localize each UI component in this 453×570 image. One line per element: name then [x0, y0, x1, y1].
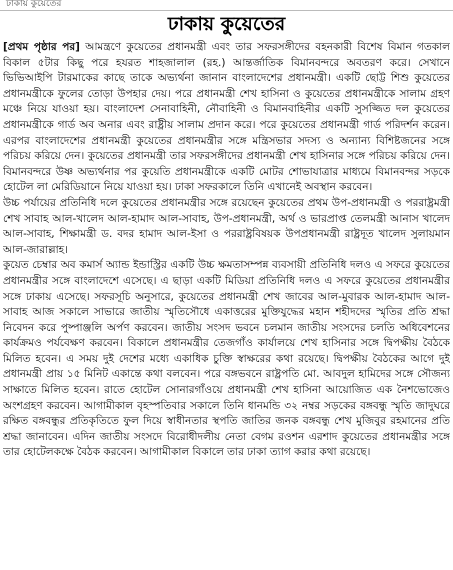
- article-paragraph-3: কুয়েত চেম্বার অব কমার্স অ্যান্ড ইন্ডাস্ট্রির একটি উচ্চ ক্ষমতাসম্পন্ন ব্যবসায়ী প্রতিনিধি দলও এ সফরে কুয়েতের প্রধানমন্ত্রীর সঙ্গে বাংলাদেশে এসেছে। এ ছাড়া একটি মিডিয়া প্রতিনিধি দলও এ সফরে কুয়েতের প্রধানমন্ত্রীর সঙ্গে ঢাকায় এসেছে। সফরসূচি অনুসারে, কুয়েতের প্রধানমন্ত্রী শেখ জাবের আল-মুবারক আল-হামাদ আল-সাবাহ আজ সকালে সাভারে জাতীয় স্মৃতিসৌধে একাত্তরের মুক্তিযুদ্ধের মহান শহীদদের স্মৃতির প্রতি শ্রদ্ধা নিবেদন করে পুষ্পাঞ্জলি অর্পণ করবেন। জাতীয় সংসদ ভবনে চলমান জাতীয় সংসদের চলতি অধিবেশনের কার্যক্রমও পর্যবেক্ষণ করবেন। বিকালে প্রধানমন্ত্রীর তেজগাঁও কার্যালয়ে শেখ হাসিনার সঙ্গে দ্বিপক্ষীয় বৈঠকে মিলিত হবেন। এ সময় দুই দেশের মধ্যে একাধিক চুক্তি স্বাক্ষরের কথা রয়েছে। দ্বিপক্ষীয় বৈঠকের আগে দুই প্রধানমন্ত্রী প্রায় ১৫ মিনিট একান্তে কথা বলবেন। পরে বঙ্গভবনে রাষ্ট্রপতি মো. আবদুল হামিদের সঙ্গে সৌজন্য সাক্ষাতে মিলিত হবেন। রাতে হোটেল সোনারগাঁওয়ে প্রধানমন্ত্রী শেখ হাসিনা আয়োজিত এক নৈশভোজেও অংশগ্রহণ করবেন। আগামীকাল বৃহস্পতিবার সকালে তিনি ধানমন্ডি ৩২ নম্বর সড়কের বঙ্গবন্ধু স্মৃতি জাদুঘরে রক্ষিত বঙ্গবন্ধুর প্রতিকৃতিতে ফুল দিয়ে স্বাধীনতার স্থপতি জাতির জনক বঙ্গবন্ধু শেখ মুজিবুর রহমানের প্রতি শ্রদ্ধা জানাবেন। এদিন জাতীয় সংসদে বিরোধীদলীয় নেতা বেগম রওশন এরশাদ কুয়েতের প্রধানমন্ত্রীর সঙ্গে তার হোটেলকক্ষে বৈঠক করবেন। আগামীকাল বিকালে তার ঢাকা ত্যাগ করার কথা রয়েছে।: [3, 259, 450, 459]
- paragraph-1-text: আমন্ত্রণে কুয়েতের প্রধানমন্ত্রী এবং তার সফরসঙ্গীদের বহনকারী বিশেষ বিমান গতকাল বিকাল ৫টার কিছু পরে হযরত শাহজালাল (রহ.) আন্তর্জাতিক বিমানবন্দরে অবতরণ করে। সেখানে ভিভিআইপি টারমাকের কাছে তাকে অভ্যর্থনা জানান বাংলাদেশের প্রধানমন্ত্রী। একটি ছোট্ট শিশু কুয়েতের প্রধানমন্ত্রীকে ফুলের তোড়া উপহার দেয়। পরে প্রধানমন্ত্রী শেখ হাসিনা ও কুয়েতের প্রধানমন্ত্রীকে সালাম গ্রহণ মঞ্চে নিয়ে যাওয়া হয়। বাংলাদেশ সেনাবাহিনী, নৌবাহিনী ও বিমানবাহিনীর একটি সুসজ্জিত দল কুয়েতের প্রধানমন্ত্রীকে গার্ড অব অনার এবং রাষ্ট্রীয় সালাম প্রদান করে। পরে কুয়েতের প্রধানমন্ত্রী গার্ড পরিদর্শন করেন। এরপর বাংলাদেশের প্রধানমন্ত্রী কুয়েতের প্রধানমন্ত্রীর সঙ্গে মন্ত্রিসভার সদস্য ও অন্যান্য বিশিষ্টজনের সঙ্গে পরিচয় করিয়ে দেন। কুয়েতের প্রধানমন্ত্রী তার সফরসঙ্গীদের প্রধানমন্ত্রী শেখ হাসিনার সঙ্গে পরিচয় করিয়ে দেন। বিমানবন্দরে উষ্ণ অভ্যর্থনার পর কুয়েতি প্রধানমন্ত্রীকে একটি মোটর শোভাযাত্রার মাধ্যমে বিমানবন্দর সড়কে হোটেল লা মেরিডিয়ানে নিয়ে যাওয়া হয়। ঢাকা সফরকালে তিনি এখানেই অবস্থান করবেন।: [3, 41, 450, 194]
- article-paragraph-1: [3, 40, 450, 196]
- previous-article-strip: ঢাকায় কুয়েতের: [0, 0, 453, 11]
- article-headline: ঢাকায় কুয়েতের: [167, 13, 286, 35]
- article-paragraph-2: উচ্চ পর্যায়ের প্রতিনিধি দলে কুয়েতের প্রধানমন্ত্রীর সঙ্গে রয়েছেন কুয়েতের প্রথম উপ-প্রধানমন্ত্রী ও পররাষ্ট্রমন্ত্রী শেখ সাবাহ আল-খালেদ আল-হামাদ আল-সাবাহ, উপ-প্রধানমন্ত্রী, অর্থ ও ভারপ্রাপ্ত তেলমন্ত্রী আনাস খালেদ আল-সাবাহ, শিক্ষামন্ত্রী ড. বদর হামাদ আল-ইসা ও পররাষ্ট্রবিষয়ক উপপ্রধানমন্ত্রী রাষ্ট্রদূত খালেদ সুলায়মান আল-জারাল্লাহ।: [3, 196, 450, 256]
- continued-from-label: [প্রথম পৃষ্ঠার পর]: [3, 41, 80, 53]
- article-body: [3, 40, 450, 568]
